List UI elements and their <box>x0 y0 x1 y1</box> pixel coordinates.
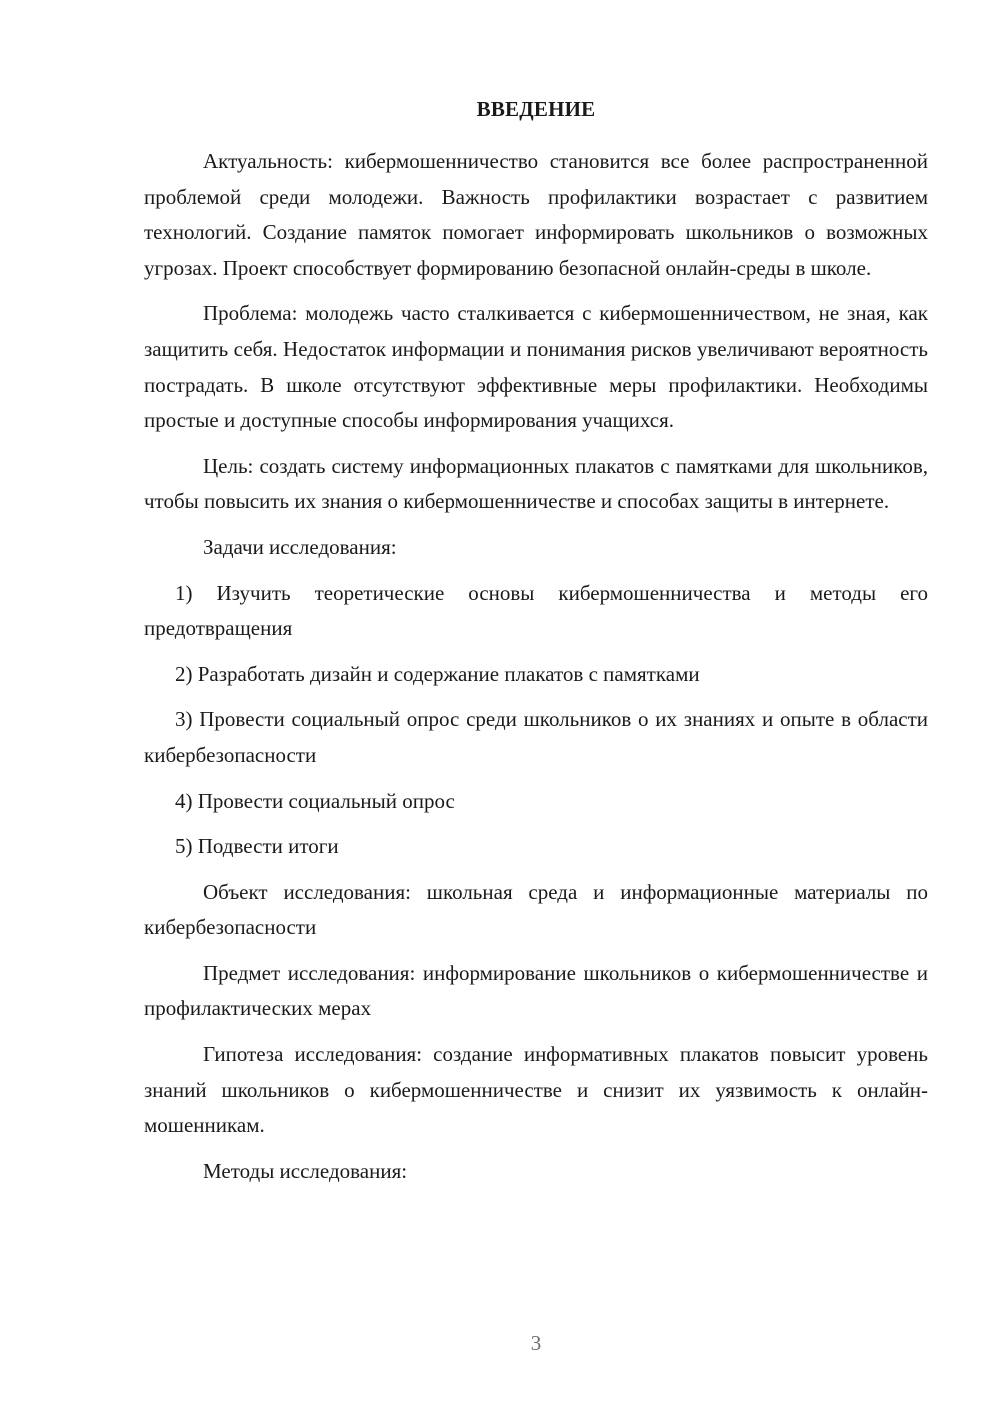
methods-heading: Методы исследования: <box>203 1158 408 1183</box>
paragraph-problem: Проблема: молодежь часто сталкивается с кибермошенничеством, не зная, как защитить себя. Недостаток информации и понимания рисков увеличивают вероятность пострадать. В школе отсутствуют эффективные меры профилактики. Необходимы простые и доступные способы информирования учащихся. <box>144 301 928 433</box>
task-item-5: 5) Подвести итоги <box>175 834 339 859</box>
tasks-heading: Задачи исследования: <box>203 534 397 559</box>
document-body <box>144 144 928 1199</box>
paragraph-relevance: Актуальность: кибермошенничество становится все более распространенной проблемой среди молодежи. Важность профилактики возрастает с развитием технологий. Создание памяток помогает информировать школьников о возможных угрозах. Проект способствует формированию безопасной онлайн-среды в школе. <box>144 149 928 280</box>
task-item-2: 2) Разработать дизайн и содержание плакатов с памятками <box>175 661 700 686</box>
task-item-3: 3) Провести социальный опрос среди школьников о их знаниях и опыте в области кибербезопасности <box>144 707 928 767</box>
paragraph-goal: Цель: создать систему информационных плакатов с памятками для школьников, чтобы повысить их знания о кибермошенничестве и способах защиты в интернете. <box>144 453 928 514</box>
task-item-4: 4) Провести социальный опрос <box>175 788 455 813</box>
task-item-1: 1) Изучить теоретические основы кибермошенничества и методы его предотвращения <box>144 580 928 641</box>
paragraph-object: Объект исследования: школьная среда и информационные материалы по кибербезопасности <box>144 879 928 940</box>
paragraph-subject: Предмет исследования: информирование школьников о кибермошенничестве и профилактических мерах <box>144 960 928 1021</box>
paragraph-hypothesis: Гипотеза исследования: создание информативных плакатов повысит уровень знаний школьников о кибермошенничестве и снизит их уязвимость к онлайн-мошенникам. <box>144 1042 928 1138</box>
section-heading: ВВЕДЕНИЕ <box>476 97 596 121</box>
page-number: 3 <box>530 1331 542 1355</box>
